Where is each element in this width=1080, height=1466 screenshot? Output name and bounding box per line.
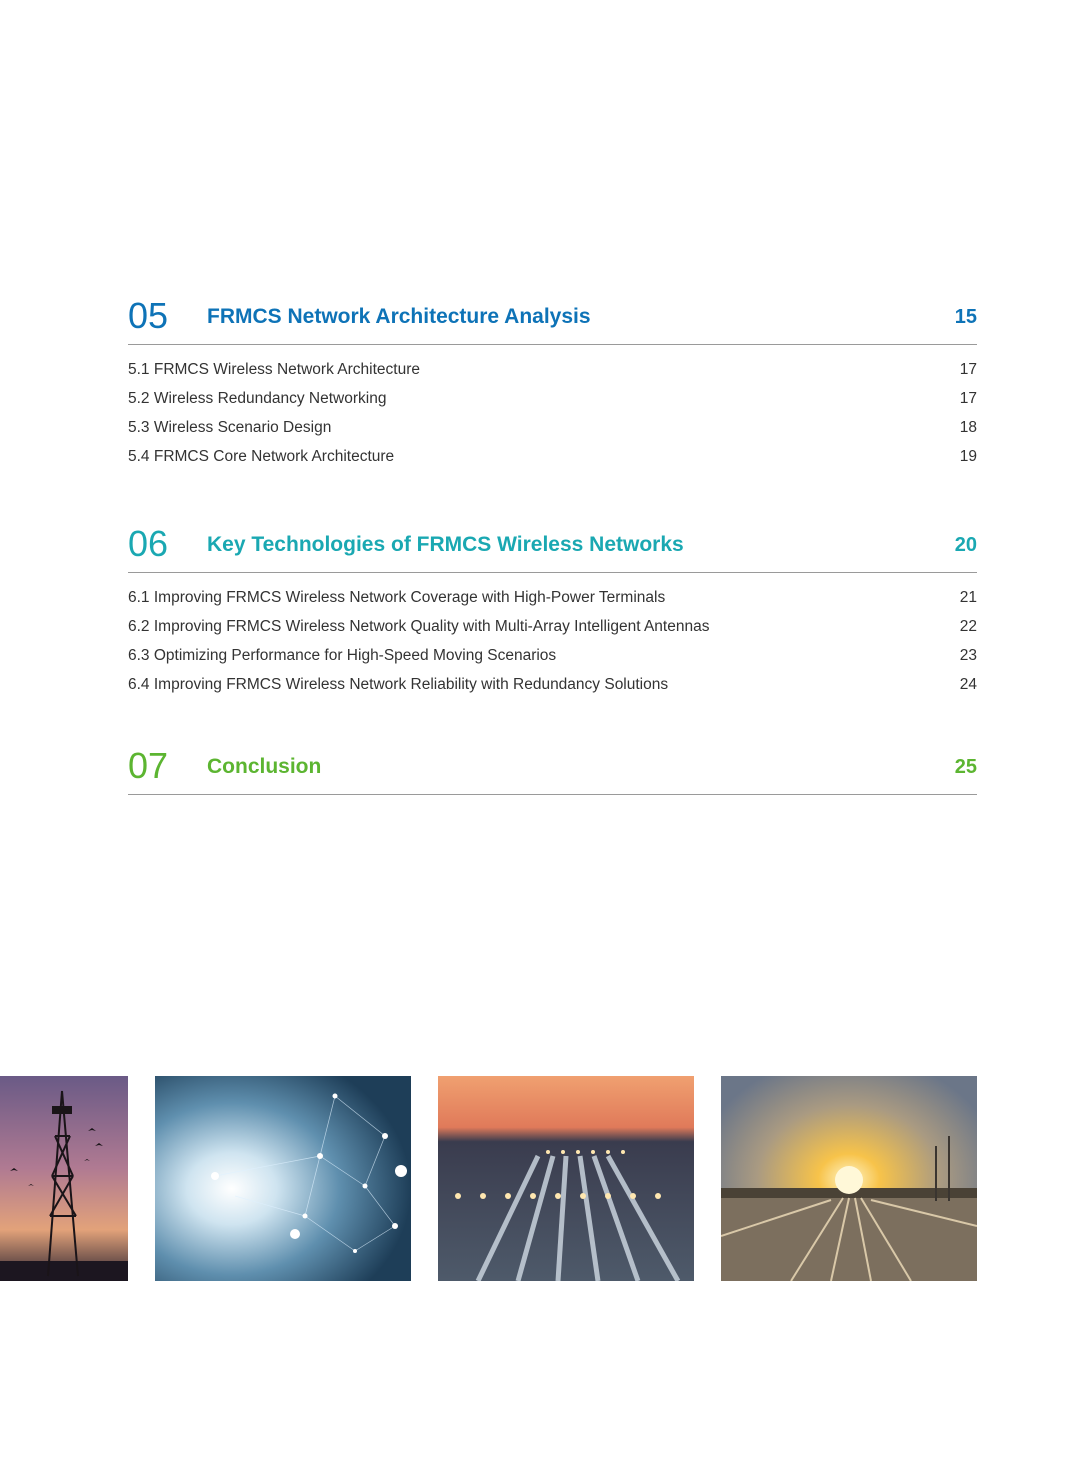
photo-train-depot	[438, 1076, 694, 1281]
toc-item-page: 22	[959, 618, 977, 635]
toc-item[interactable]	[128, 612, 977, 641]
toc-item-label: 6.1 Improving FRMCS Wireless Network Coverage with High-Power Terminals	[128, 589, 666, 606]
toc-section-05	[128, 296, 977, 471]
toc-item-list	[128, 583, 977, 699]
section-title[interactable]: Conclusion	[207, 755, 322, 778]
toc-item-label: 5.3 Wireless Scenario Design	[128, 419, 332, 436]
toc-item-label: 5.4 FRMCS Core Network Architecture	[128, 448, 395, 465]
toc-item[interactable]	[128, 670, 977, 699]
toc-item-list	[128, 355, 977, 471]
toc-item[interactable]	[128, 641, 977, 670]
toc-item-page: 17	[959, 390, 977, 407]
section-header	[128, 746, 977, 795]
toc-item[interactable]	[128, 355, 977, 384]
section-page-number: 15	[954, 306, 977, 328]
toc-item-page: 21	[959, 589, 977, 606]
toc-item-page: 18	[959, 419, 977, 436]
section-header	[128, 296, 977, 345]
toc-item-label: 6.3 Optimizing Performance for High-Speed Moving Scenarios	[128, 647, 557, 664]
section-title[interactable]: FRMCS Network Architecture Analysis	[207, 305, 591, 328]
toc-item-label: 6.4 Improving FRMCS Wireless Network Reliability with Redundancy Solutions	[128, 676, 669, 693]
section-page-number: 25	[954, 756, 977, 778]
toc-item-label: 5.2 Wireless Redundancy Networking	[128, 390, 387, 407]
section-number: 07	[128, 745, 169, 786]
photo-railway-sunset	[721, 1076, 977, 1281]
photo-digital-network	[155, 1076, 411, 1281]
toc-item-page: 23	[959, 647, 977, 664]
section-page-number: 20	[954, 534, 977, 556]
photo-cell-tower-sunset	[0, 1076, 128, 1281]
toc-item[interactable]	[128, 442, 977, 471]
toc-item[interactable]	[128, 583, 977, 612]
toc-item-label: 6.2 Improving FRMCS Wireless Network Quality with Multi-Array Intelligent Antennas	[128, 618, 710, 635]
toc-item[interactable]	[128, 413, 977, 442]
toc-item[interactable]	[128, 384, 977, 413]
toc-item-page: 17	[959, 361, 977, 378]
toc-item-page: 19	[959, 448, 977, 465]
section-header	[128, 524, 977, 573]
section-number: 06	[128, 523, 169, 564]
toc-item-label: 5.1 FRMCS Wireless Network Architecture	[128, 361, 420, 378]
section-number: 05	[128, 295, 169, 336]
toc-item-page: 24	[959, 676, 977, 693]
toc-section-07	[128, 746, 977, 795]
toc-section-06	[128, 524, 977, 699]
section-title[interactable]: Key Technologies of FRMCS Wireless Networks	[207, 533, 684, 556]
